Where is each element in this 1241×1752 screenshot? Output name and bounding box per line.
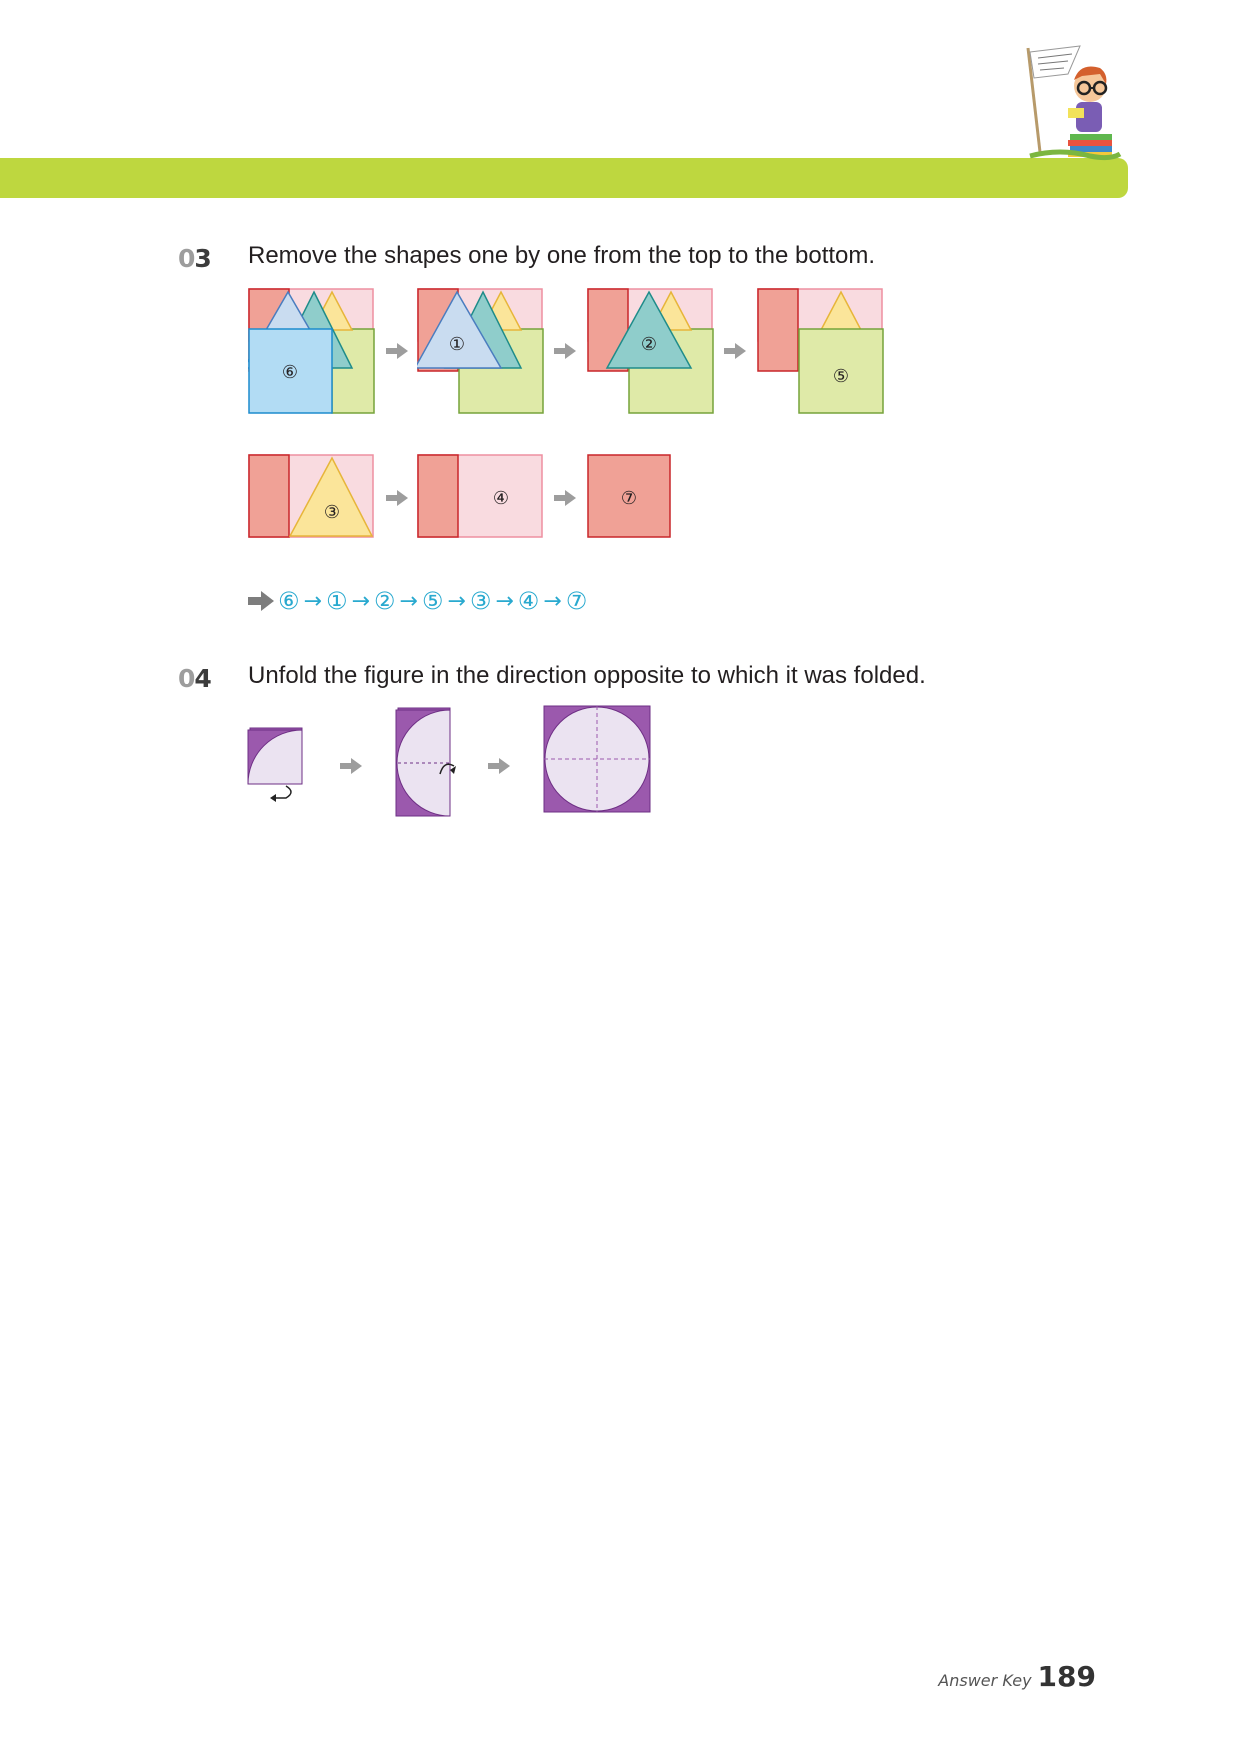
question-number-04: 04 bbox=[178, 664, 211, 693]
arrow-right-icon bbox=[386, 490, 408, 506]
shapes-stack-step-2 bbox=[417, 288, 545, 416]
page-footer bbox=[938, 1660, 1096, 1693]
answer-step: ② bbox=[373, 587, 396, 615]
shapes-stack-step-5 bbox=[248, 454, 376, 540]
shapes-stack-step-6 bbox=[417, 454, 545, 540]
shapes-stack-step-4 bbox=[757, 288, 885, 416]
arrow-right-icon bbox=[724, 343, 746, 359]
header-bar bbox=[0, 158, 1128, 198]
unfolded-paper-circle bbox=[542, 704, 654, 816]
arrow-right-icon bbox=[554, 343, 576, 359]
answer-separator: → bbox=[495, 588, 514, 614]
label-two: ② bbox=[640, 334, 658, 354]
arrow-right-icon bbox=[386, 343, 408, 359]
shapes-stack-step-7 bbox=[587, 454, 673, 540]
label-five: ⑤ bbox=[832, 366, 850, 386]
answer-step: ④ bbox=[517, 587, 540, 615]
label-one: ① bbox=[448, 334, 466, 354]
answer-separator: → bbox=[543, 588, 562, 614]
answer-separator: → bbox=[351, 588, 370, 614]
answer-sequence bbox=[248, 584, 587, 618]
shapes-stack-step-3 bbox=[587, 288, 715, 416]
label-seven: ⑦ bbox=[620, 488, 638, 508]
mascot-illustration bbox=[1020, 44, 1130, 176]
page-number: 189 bbox=[1037, 1660, 1096, 1693]
answer-step: ① bbox=[325, 587, 348, 615]
answer-separator: → bbox=[399, 588, 418, 614]
answer-separator: → bbox=[447, 588, 466, 614]
folded-paper-quarter bbox=[246, 726, 308, 802]
arrow-right-icon bbox=[488, 758, 510, 774]
rotate-arrow-icon bbox=[276, 786, 291, 798]
question-03-text: Remove the shapes one by one from the top to the bottom. bbox=[248, 242, 876, 269]
arrow-right-icon bbox=[340, 758, 362, 774]
question-number-03: 03 bbox=[178, 244, 211, 273]
answer-step: ⑤ bbox=[421, 587, 444, 615]
answer-step: ⑥ bbox=[278, 587, 300, 615]
folded-paper-half bbox=[394, 706, 456, 818]
answer-step: ③ bbox=[469, 587, 492, 615]
answer-separator: → bbox=[303, 588, 322, 614]
label-six: ⑥ bbox=[281, 362, 299, 382]
answer-arrow-icon bbox=[248, 591, 274, 611]
question-04-text: Unfold the figure in the direction opposite to which it was folded. bbox=[248, 662, 926, 689]
answer-step: ⑦ bbox=[565, 587, 588, 615]
label-three: ③ bbox=[323, 502, 341, 522]
shapes-stack-step-1 bbox=[248, 288, 376, 416]
footer-label: Answer Key bbox=[938, 1671, 1032, 1690]
label-four: ④ bbox=[492, 488, 510, 508]
arrow-right-icon bbox=[554, 490, 576, 506]
